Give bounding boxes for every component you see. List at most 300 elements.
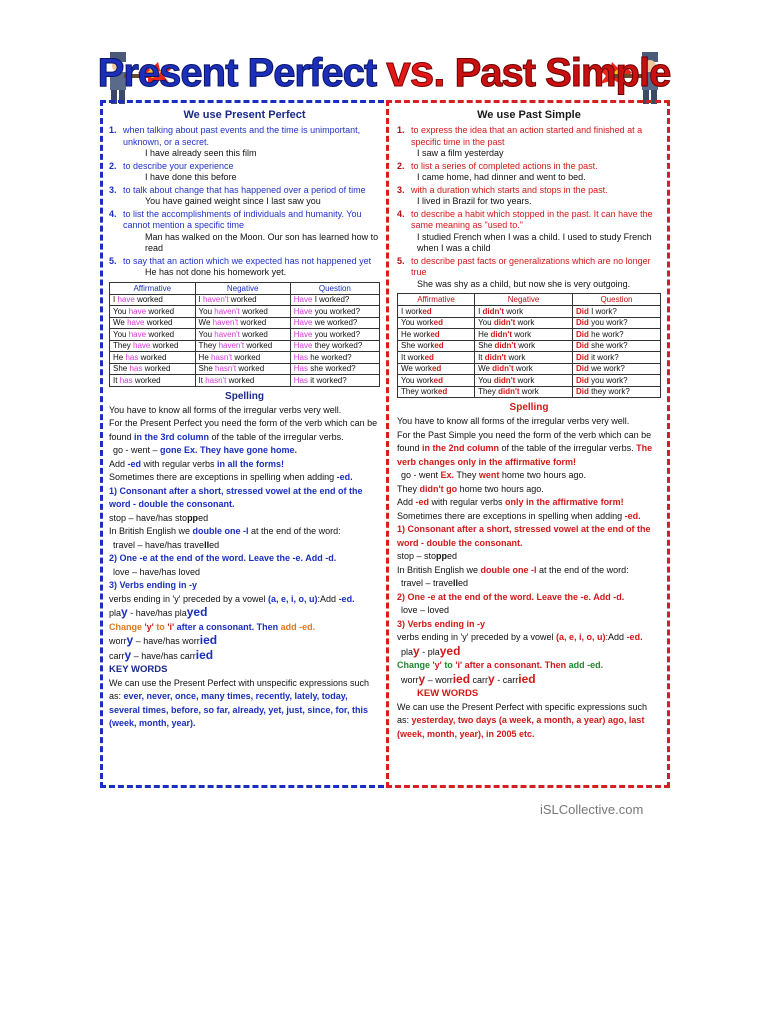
text-span: For the Past Simple you need the form of the verb which can be found [397, 429, 652, 453]
past-simple-column [386, 100, 670, 788]
table-row [398, 386, 661, 398]
cell-text: haven't [218, 341, 245, 351]
key-words-heading: KEY WORDS [109, 664, 168, 675]
text-span: travel – trave [401, 578, 454, 588]
cell-text: I [113, 295, 116, 305]
text-span: add -ed. [280, 621, 316, 632]
text-span: ll [453, 578, 459, 588]
text-span: – worr [425, 674, 453, 685]
text-span: in all the forms! [217, 458, 285, 469]
text-span: 'i' [455, 660, 463, 670]
table-row [110, 294, 380, 306]
use-example: You have gained weight since I last saw you [145, 196, 321, 206]
spelling-text [109, 593, 380, 607]
spelling-example [109, 606, 380, 621]
text-span: – have/has worr [133, 636, 200, 646]
cell-text: worked [146, 318, 173, 328]
key-words-text [397, 701, 661, 742]
past-simple-conjugation-table [397, 293, 661, 398]
spelling-example [109, 649, 380, 664]
table-row [398, 363, 661, 375]
use-number: 4. [109, 208, 117, 219]
use-item [109, 161, 380, 184]
use-rule: to express the idea that an action started and finished at a specific time in the past [411, 125, 643, 147]
present-perfect-heading: We use Present Perfect [183, 109, 306, 121]
cell-text: He work [401, 329, 431, 339]
cell-text: She work [401, 341, 435, 351]
table-row [398, 352, 661, 364]
text-span: at the end of the word: [248, 526, 341, 536]
past-simple-spelling [397, 415, 661, 741]
use-example: She was shy as a child, but now she is very outgoing. [417, 278, 631, 289]
cell-text: I work? [591, 306, 617, 316]
text-span: carr [109, 650, 125, 661]
cell-text: You [113, 306, 127, 316]
affirmative-cell [110, 294, 196, 306]
question-cell [572, 306, 660, 318]
negative-cell [195, 329, 290, 341]
text-span: They [397, 483, 420, 494]
affirmative-cell [398, 306, 475, 318]
text-span: after a consonant. Then [462, 660, 569, 670]
spelling-text: You have to know all forms of the irregular verbs very well. [397, 416, 630, 426]
negative-cell [195, 306, 290, 318]
text-span: y [488, 671, 495, 686]
cell-text: Have [293, 295, 313, 305]
text-span: :Add [317, 593, 339, 604]
spelling-rule [109, 485, 380, 512]
affirmative-cell [110, 317, 196, 329]
spelling-text [397, 631, 661, 645]
title-present-perfect: Present Perfect [97, 51, 377, 95]
cell-text: You work [401, 318, 434, 328]
text-span: pp [187, 512, 199, 523]
question-cell [290, 306, 379, 318]
question-cell [290, 329, 379, 341]
spelling-example: love – have/has loved [113, 566, 201, 577]
text-span: 'i' [167, 621, 175, 632]
text-span: carr [470, 674, 489, 685]
table-row [110, 306, 380, 318]
text-span: went [478, 470, 500, 480]
affirmative-cell [398, 317, 475, 329]
cell-text: you worked? [314, 306, 361, 316]
text-span: 1) Consonant after a short, stressed vowel at the end of the word - double the consonant. [397, 524, 651, 548]
column-header: Question [290, 282, 379, 294]
text-span: Change [109, 621, 145, 632]
cell-text: Did [575, 364, 589, 374]
present-perfect-spelling [109, 404, 380, 731]
page-title [0, 48, 768, 97]
spelling-example [397, 469, 661, 483]
cell-text: work [508, 352, 526, 362]
text-span: verbs ending in 'y' preceded by a vowel [397, 632, 557, 642]
cell-text: ed [437, 387, 448, 397]
text-span: :Add [605, 632, 627, 642]
cell-text: We [113, 318, 125, 328]
text-span: yed [186, 605, 208, 619]
cell-text: Did [575, 306, 589, 316]
cell-text: You [113, 329, 127, 339]
use-item [109, 185, 380, 208]
spelling-example [397, 483, 661, 497]
use-number: 1. [109, 125, 117, 135]
cell-text: They work [401, 387, 438, 397]
text-span: to [153, 621, 168, 632]
affirmative-cell [398, 386, 475, 398]
negative-cell [475, 340, 573, 352]
cell-text: ed [424, 352, 434, 362]
cell-text: worked [230, 295, 257, 305]
text-span: For the Present Perfect you need the form of the verb which can be found [109, 418, 378, 442]
question-cell [572, 352, 660, 364]
negative-cell [195, 375, 290, 387]
table-row [110, 352, 380, 364]
cell-text: ed [430, 329, 440, 339]
cell-text: have [117, 295, 135, 305]
text-span: (a, e, i, o, u) [556, 632, 606, 642]
text-span: Sometimes there are exceptions in spelling when adding [397, 510, 625, 521]
text-span: double one -l [480, 564, 537, 575]
text-span: go - went [401, 470, 441, 480]
cell-text: work [521, 387, 539, 397]
spelling-rule [397, 618, 661, 632]
cell-text: We [198, 318, 211, 328]
cell-text: it work? [591, 352, 619, 362]
text-span: to [441, 660, 456, 670]
spelling-rule [109, 552, 380, 566]
spelling-rule [109, 579, 380, 593]
cell-text: ed [434, 341, 444, 351]
cell-text: Did [575, 375, 589, 385]
table-row [110, 363, 380, 375]
text-span: - carr [494, 674, 519, 685]
text-span: 3) Verbs ending in -y [109, 580, 198, 590]
question-cell [572, 375, 660, 387]
cell-text: work [517, 318, 535, 328]
cell-text: It [198, 375, 203, 385]
use-item [109, 125, 380, 160]
text-span: gone Ex. They have gone home. [160, 445, 298, 455]
negative-cell [475, 363, 573, 375]
cell-text: Has [293, 352, 308, 362]
text-span: stop – have/has sto [109, 512, 188, 523]
cell-text: We work [401, 364, 432, 374]
use-rule: to describe a habit which stopped in the past. It can have the same meaning as "used to." [411, 208, 653, 230]
cell-text: work [518, 341, 536, 351]
spelling-text [397, 496, 661, 510]
use-item [397, 185, 661, 208]
cell-text: I [478, 306, 481, 316]
present-perfect-conjugation-table [109, 282, 380, 387]
use-rule: when talking about past events and the time is unimportant, unknown, or a secret. [123, 125, 361, 147]
text-span: pla [109, 608, 122, 618]
cell-text: she worked? [310, 364, 356, 374]
cell-text: She [478, 341, 493, 351]
negative-cell [195, 340, 290, 352]
cell-text: haven't [214, 306, 240, 316]
cell-text: worked [148, 306, 175, 316]
cell-text: Has [293, 375, 308, 385]
question-cell [572, 386, 660, 398]
text-span: (a, e, i, o, u) [268, 593, 318, 604]
cell-text: have [133, 341, 151, 351]
use-example: I have done this before [145, 172, 237, 182]
negative-cell [475, 329, 573, 341]
question-cell [290, 317, 379, 329]
affirmative-cell [110, 352, 196, 364]
table-row [398, 306, 661, 318]
table-header-row [110, 282, 380, 294]
question-cell [290, 363, 379, 375]
past-simple-uses [397, 125, 661, 290]
text-span: - have/has pla [127, 608, 187, 618]
cell-text: didn't [484, 352, 507, 362]
text-span: home two hours ago. [457, 483, 544, 494]
text-span: y [124, 647, 132, 662]
affirmative-cell [398, 329, 475, 341]
text-span: Change [397, 660, 433, 670]
column-header: Question [572, 294, 660, 306]
cell-text: They [113, 341, 131, 351]
use-number: 3. [109, 184, 117, 195]
column-header: Negative [475, 294, 573, 306]
question-cell [572, 340, 660, 352]
cell-text: worked [134, 375, 161, 385]
text-span: -ed. [626, 632, 643, 642]
use-example: I came home, had dinner and went to bed. [417, 172, 586, 182]
cell-text: They [198, 341, 217, 351]
text-span: ied [199, 633, 218, 647]
text-span: – have/has carr [131, 650, 196, 661]
text-span: Sometimes there are exceptions in spelling when adding [109, 472, 337, 482]
text-span: double one -l [192, 526, 249, 536]
text-span: -ed. [336, 472, 353, 482]
text-span: y [121, 605, 128, 619]
text-span: -ed. [338, 593, 355, 604]
cell-text: we worked? [314, 318, 358, 328]
cell-text: didn't [493, 375, 516, 385]
cell-text: worked [140, 352, 167, 362]
text-span: ied [518, 671, 536, 686]
text-span: of the table of the irregular verbs. [499, 443, 637, 453]
table-row [398, 317, 661, 329]
text-span: travel – have/has trave [113, 539, 205, 550]
spelling-example [109, 634, 380, 649]
cell-text: Did [575, 318, 589, 328]
text-span: ied [195, 647, 214, 662]
text-span: in the 3rd column [134, 431, 210, 442]
use-example: I saw a film yesterday [417, 148, 504, 158]
text-span: They [454, 470, 479, 480]
cell-text: She [113, 364, 128, 374]
cell-text: It [478, 352, 483, 362]
spelling-example [109, 512, 380, 526]
cell-text: worked [152, 341, 179, 351]
cell-text: Have [293, 306, 313, 316]
affirmative-cell [110, 329, 196, 341]
text-span: after a consonant. Then [174, 621, 281, 632]
use-item [397, 125, 661, 160]
use-number: 2. [109, 160, 117, 171]
column-header: Negative [195, 282, 290, 294]
cell-text: worked [137, 295, 163, 305]
question-cell [290, 352, 379, 364]
cell-text: has [125, 352, 139, 362]
text-span: Add [397, 497, 416, 507]
cell-text: haven't [212, 318, 239, 328]
question-cell [290, 294, 379, 306]
affirmative-cell [398, 352, 475, 364]
use-number: 3. [397, 184, 405, 195]
text-span: pp [436, 551, 448, 561]
cell-text: worked [234, 352, 261, 362]
cell-text: have [127, 318, 145, 328]
cell-text: you worked? [314, 329, 361, 339]
text-span: -ed [415, 497, 430, 507]
spelling-example [109, 444, 380, 458]
cell-text: Have [293, 318, 313, 328]
cell-text: she work? [591, 341, 628, 351]
cell-text: ed [433, 318, 443, 328]
use-rule: to list a series of completed actions in the past. [411, 160, 598, 171]
use-example: Man has walked on the Moon. Our son has learned how to read [145, 231, 379, 253]
cell-text: Did [575, 341, 589, 351]
negative-cell [195, 352, 290, 364]
table-row [110, 375, 380, 387]
cell-text: ed [433, 375, 443, 385]
use-example: I studied French when I was a child. I used to study French when I was a child [417, 231, 652, 253]
use-rule: to describe past facts or generalizations which are no longer true [411, 255, 651, 277]
table-row [110, 317, 380, 329]
use-item [109, 256, 380, 279]
spelling-rule [397, 523, 661, 550]
text-span: In British English we [109, 526, 193, 536]
cell-text: worked [238, 364, 265, 374]
cell-text: ed [422, 306, 432, 316]
text-span: home two hours ago. [499, 470, 586, 480]
cell-text: hasn't [211, 352, 233, 362]
text-span: 1) Consonant after a short, stressed vowel at the end of the word - double the consonant. [109, 485, 363, 509]
cell-text: you work? [591, 375, 628, 385]
table-row [110, 340, 380, 352]
text-span: verbs ending in 'y' preceded by a vowel [109, 593, 269, 604]
text-span: 3) Verbs ending in -y [397, 618, 486, 629]
text-span: -ed. [624, 510, 641, 521]
cell-text: worked [144, 364, 171, 374]
text-span: ll [204, 539, 210, 550]
question-cell [290, 340, 379, 352]
spelling-text [109, 417, 380, 444]
affirmative-cell [110, 340, 196, 352]
spelling-rule [397, 591, 661, 605]
question-cell [572, 329, 660, 341]
cell-text: worked [242, 306, 268, 316]
past-simple-heading: We use Past Simple [477, 109, 581, 121]
title-vs: vs. [386, 47, 445, 96]
cell-text: I [198, 295, 201, 305]
cell-text: has [119, 375, 133, 385]
use-rule: to describe your experience [123, 160, 234, 171]
cell-text: have [128, 306, 147, 316]
text-span: with regular verbs [141, 458, 218, 469]
cell-text: he work? [591, 329, 624, 339]
cell-text: hasn't [205, 375, 227, 385]
text-span: ed [209, 539, 220, 550]
use-item [397, 161, 661, 184]
cell-text: hasn't [215, 364, 237, 374]
cell-text: It work [401, 352, 425, 362]
spelling-text [397, 564, 661, 578]
text-span: - pla [419, 646, 440, 657]
cell-text: have [128, 329, 147, 339]
cell-text: haven't [203, 295, 229, 305]
cell-text: work [506, 306, 524, 316]
affirmative-cell [398, 340, 475, 352]
question-cell [572, 363, 660, 375]
affirmative-cell [110, 375, 196, 387]
title-past-simple: Past Simple [454, 51, 671, 95]
text-span: We can use the Present Perfect with specific expressions such as: [397, 701, 647, 725]
cell-text: haven't [214, 329, 240, 339]
spelling-heading: Spelling [509, 402, 549, 413]
text-span: at the end of the word: [536, 564, 629, 575]
text-span: The verb changes only in the affirmative form! [397, 443, 653, 467]
cell-text: Has [293, 364, 308, 374]
cell-text: he worked? [310, 352, 352, 362]
text-span: worr [109, 636, 127, 646]
cell-text: has [129, 364, 143, 374]
use-number: 2. [397, 160, 405, 171]
text-span: 'y' [144, 621, 154, 632]
use-number: 5. [397, 255, 405, 266]
table-row [398, 375, 661, 387]
text-span: in the 2nd column [422, 443, 500, 453]
text-span: with regular verbs [429, 497, 506, 507]
question-cell [290, 375, 379, 387]
table-row [110, 329, 380, 341]
use-example: He has not done his homework yet. [145, 267, 287, 277]
spelling-example [397, 577, 661, 591]
text-span: ed [198, 512, 209, 523]
cell-text: Have [293, 329, 313, 339]
cell-text: You work [401, 375, 434, 385]
cell-text: worked [240, 318, 267, 328]
text-span: 2) One -e at the end of the word. Leave the -e. Add -d. [109, 553, 337, 563]
affirmative-cell [110, 363, 196, 375]
footer-watermark: iSLCollective.com [540, 802, 644, 817]
spelling-text [109, 621, 380, 635]
cell-text: work [514, 329, 532, 339]
cell-text: You [478, 375, 492, 385]
text-span: In British English we [397, 564, 481, 575]
cell-text: ed [431, 364, 442, 374]
negative-cell [195, 294, 290, 306]
text-span: Add [109, 458, 128, 469]
text-span: pla [401, 646, 414, 657]
negative-cell [475, 306, 573, 318]
key-words-text [109, 677, 380, 731]
spelling-example: love – loved [401, 605, 450, 615]
text-span: go - went – [113, 445, 161, 455]
cell-text: they worked? [314, 341, 363, 351]
use-number: 5. [109, 255, 117, 266]
text-span: didn't go [419, 483, 458, 494]
spelling-text [397, 429, 661, 470]
cell-text: didn't [490, 329, 512, 339]
cell-text: work [515, 364, 533, 374]
text-span: worr [401, 674, 419, 685]
